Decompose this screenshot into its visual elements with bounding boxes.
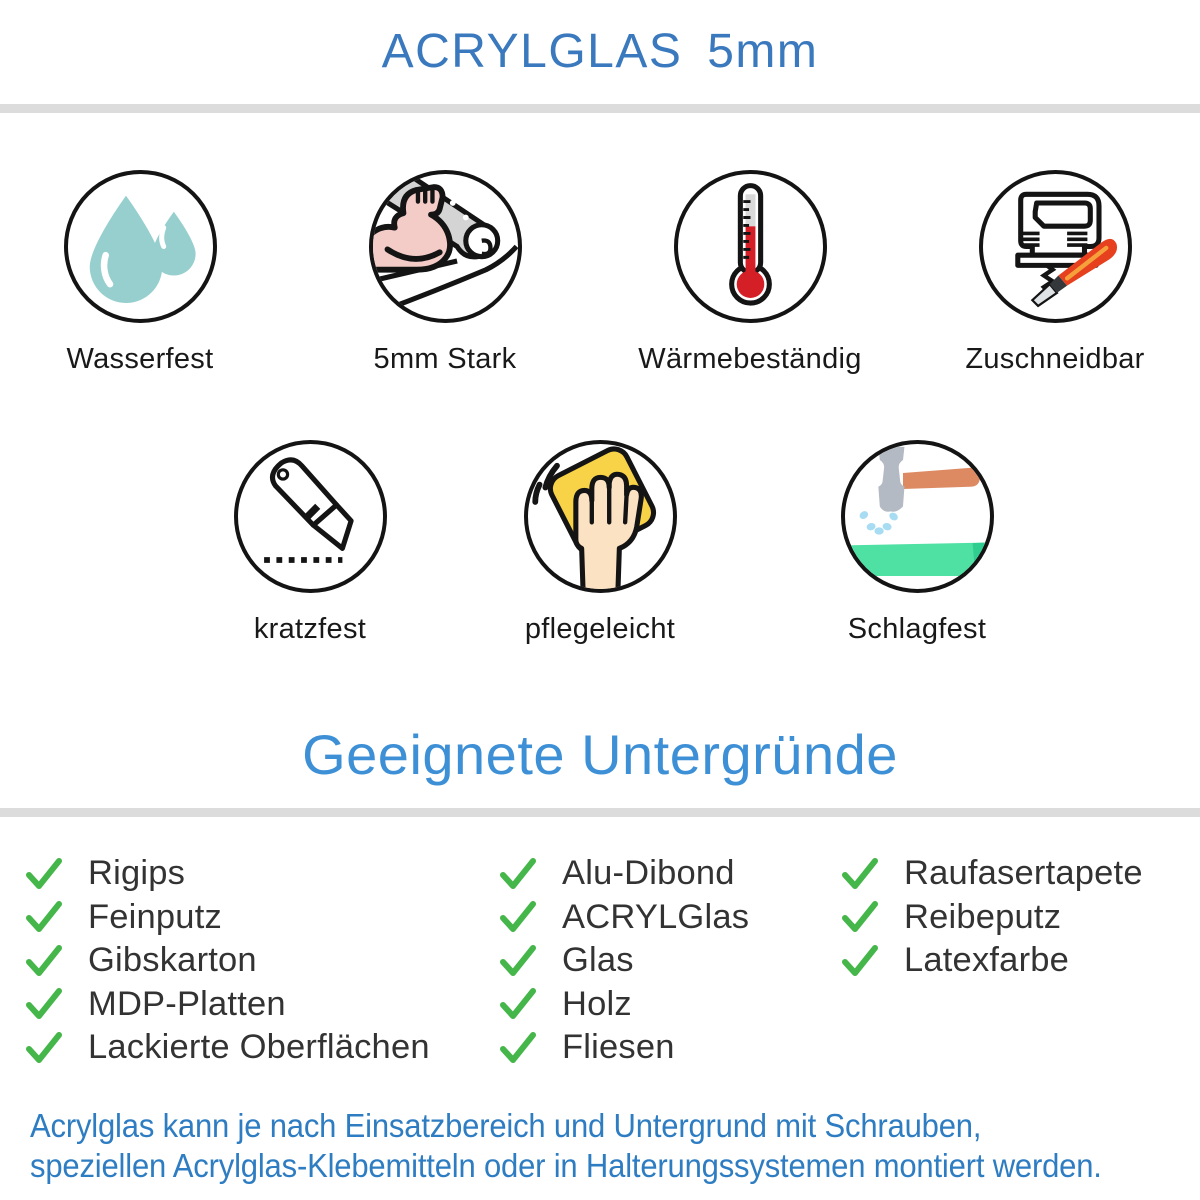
check-icon: [24, 1028, 64, 1068]
feature-label: Wärmebeständig: [638, 343, 862, 375]
icon-circle: [979, 170, 1132, 323]
feature-label: 5mm Stark: [373, 343, 517, 375]
icon-circle: [674, 170, 827, 323]
substrate-item: [24, 939, 430, 983]
substrate-column-2: [498, 852, 749, 1070]
divider-substrates: [0, 808, 1200, 817]
substrate-label: Raufasertapete: [904, 854, 1143, 893]
footer-line-2: speziellen Acrylglas-Klebemitteln oder in Halterungssystemen montiert werden.: [30, 1147, 1102, 1184]
divider-top: [0, 104, 1200, 113]
substrate-label: Gibskarton: [88, 941, 257, 980]
feature-label: kratzfest: [253, 613, 367, 645]
check-icon: [840, 941, 880, 981]
feature-wasserfest: [0, 170, 290, 376]
substrate-label: Fliesen: [562, 1028, 675, 1067]
substrate-label: Lackierte Oberflächen: [88, 1028, 430, 1067]
substrate-item: [24, 852, 430, 896]
substrate-label: Rigips: [88, 854, 186, 893]
check-icon: [840, 854, 880, 894]
feature-kratzfest: [160, 440, 460, 646]
substrate-label: Reibeputz: [904, 897, 1062, 936]
substrate-label: Glas: [562, 941, 634, 980]
feature-5mm-stark: [295, 170, 595, 376]
check-icon: [840, 897, 880, 937]
check-icon: [498, 897, 538, 937]
substrate-item: [24, 1026, 430, 1070]
muscle-arm-icon: [373, 174, 518, 319]
cutter-knife-icon: [238, 444, 383, 589]
substrate-item: [498, 983, 749, 1027]
footer-note: [30, 1106, 1196, 1186]
substrate-item: [840, 939, 1143, 983]
check-icon: [24, 941, 64, 981]
check-icon: [24, 984, 64, 1024]
substrate-item: [498, 1026, 749, 1070]
thermometer-icon: [678, 174, 823, 319]
icon-circle: [234, 440, 387, 593]
check-icon: [24, 854, 64, 894]
substrate-item: [24, 896, 430, 940]
feature-zuschneidbar: [905, 170, 1200, 376]
substrate-label: ACRYLGlas: [562, 897, 750, 936]
check-icon: [498, 854, 538, 894]
substrate-label: Feinputz: [88, 897, 222, 936]
feature-pflegeleicht: [450, 440, 750, 646]
substrate-item: [498, 896, 749, 940]
substrate-item: [498, 939, 749, 983]
substrate-item: [24, 983, 430, 1027]
footer-line-1: Acrylglas kann je nach Einsatzbereich und Untergrund mit Schrauben,: [30, 1107, 982, 1144]
check-icon: [498, 941, 538, 981]
substrate-label: MDP-Platten: [88, 984, 286, 1023]
hammer-impact-icon: [845, 444, 990, 589]
icon-circle: [64, 170, 217, 323]
check-icon: [498, 984, 538, 1024]
feature-label: pflegeleicht: [524, 613, 676, 645]
water-drops-icon: [68, 174, 213, 319]
substrate-item: [840, 896, 1143, 940]
substrate-column-1: [24, 852, 430, 1070]
icon-circle: [841, 440, 994, 593]
cleaning-hand-icon: [528, 444, 673, 589]
substrate-label: Holz: [562, 984, 632, 1023]
feature-label: Zuschneidbar: [965, 343, 1145, 375]
check-icon: [498, 1028, 538, 1068]
icon-circle: [369, 170, 522, 323]
substrate-item: [498, 852, 749, 896]
icon-circle: [524, 440, 677, 593]
substrate-label: Alu-Dibond: [562, 854, 735, 893]
jigsaw-cutter-icon: [983, 174, 1128, 319]
substrate-item: [840, 852, 1143, 896]
feature-waermebestaendig: [600, 170, 900, 376]
feature-schlagfest: [767, 440, 1067, 646]
feature-label: Wasserfest: [66, 343, 214, 375]
substrate-column-3: [840, 852, 1143, 983]
feature-label: Schlagfest: [847, 613, 987, 645]
page-title: ACRYLGLAS 5mm: [381, 25, 819, 78]
check-icon: [24, 897, 64, 937]
section-title-substrates: Geeignete Untergründe: [302, 723, 898, 786]
substrate-label: Latexfarbe: [904, 941, 1070, 980]
